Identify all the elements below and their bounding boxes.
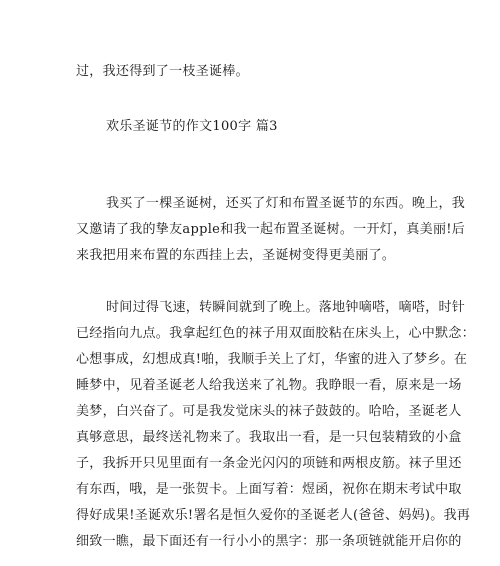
paragraph-2-line-9: 得好成果!圣诞欢乐!署名是恒久爱你的圣诞老人(爸爸、妈妈)。我再 — [76, 508, 471, 523]
paragraph-1-line-1: 我买了一棵圣诞树，还买了灯和布置圣诞节的东西。晚上，我 — [106, 196, 466, 211]
paragraph-2-line-2: 已经指向九点。我拿起红色的袜子用双面胶粘在床头上，心中默念： — [76, 326, 476, 341]
text-line-1: 过，我还得到了一枝圣诞棒。 — [76, 64, 249, 79]
paragraph-2-line-10: 细致一瞧，最下面还有一行小小的黑字：那一条项链就能开启你的 — [76, 534, 462, 549]
section-heading: 欢乐圣诞节的作文100字 篇3 — [106, 119, 278, 134]
paragraph-1-line-3: 来我把用来布置的东西挂上去，圣诞树变得更美丽了。 — [76, 248, 396, 263]
paragraph-1-line-2: 又邀请了我的挚友apple和我一起布置圣诞树。一开灯，真美丽!后 — [76, 222, 466, 237]
paragraph-2-line-1: 时间过得飞速，转瞬间就到了晚上。落地钟嘀嗒，嘀嗒，时针 — [106, 300, 466, 315]
paragraph-2-line-5: 美梦，白兴奋了。可是我发觉床头的袜子鼓鼓的。哈哈，圣诞老人 — [76, 404, 462, 419]
paragraph-2-line-6: 真够意思，最终送礼物来了。我取出一看，是一只包装精致的小盒 — [76, 430, 462, 445]
paragraph-2-line-7: 子，我拆开只见里面有一条金光闪闪的项链和两根皮筋。袜子里还 — [76, 456, 462, 471]
paragraph-2-line-8: 有东西，哦，是一张贺卡。上面写着：煜函，祝你在期末考试中取 — [76, 482, 462, 497]
paragraph-2-line-3: 心想事成，幻想成真!啪，我顺手关上了灯，华蜜的进入了梦乡。在 — [76, 352, 468, 367]
paragraph-2-line-4: 睡梦中，见着圣诞老人给我送来了礼物。我睁眼一看，原来是一场 — [76, 378, 462, 393]
